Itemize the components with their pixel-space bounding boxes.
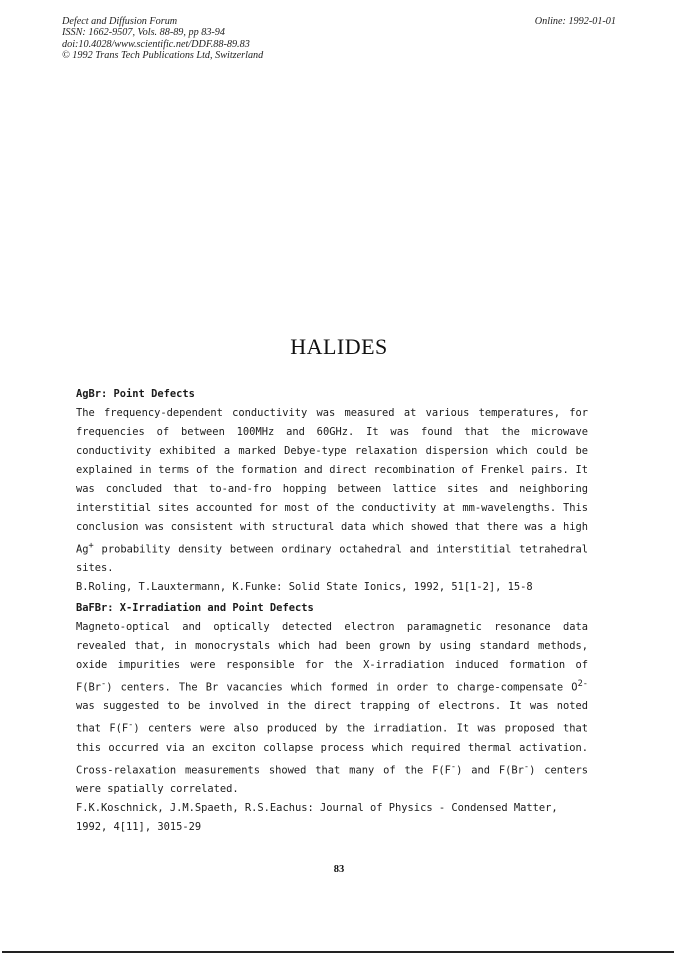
section-heading: BaFBr: X-Irradiation and Point Defects [76,602,314,614]
doi-line: doi:10.4028/www.scientific.net/DDF.88-89.83 [62,38,250,50]
superscript: + [88,541,94,551]
online-date: Online: 1992-01-01 [534,16,616,27]
section-bafbr [76,599,588,837]
reference: F.K.Koschnick, J.M.Spaeth, R.S.Eachus: Journal of Physics - Condensed Matter, 1992, 4[11], 3015-29 [76,802,558,834]
body-text-part: ) centers were spatially correlated. [76,764,588,796]
superscript: - [450,761,457,772]
copyright-line: © 1992 Trans Tech Publications Ltd, Switzerland [62,50,264,62]
page-title: HALIDES [290,334,388,359]
section-body [76,618,588,799]
superscript: - [128,720,134,731]
superscript: - [523,761,530,772]
superscript: - [101,679,107,689]
body-text-part: ) and F(Br [456,764,524,777]
body-text-part: probability density between ordinary octahedral and interstitial tetrahedral sites. [76,543,588,575]
issn-line: ISSN: 1662-9507, Vols. 88-89, pp 83-94 [62,27,225,39]
superscript: 2- [577,679,588,689]
journal-name: Defect and Diffusion Forum [62,16,178,27]
section-heading: AgBr: Point Defects [76,388,195,400]
body-text-part: was suggested to be involved in the direct trapping of electrons. It was noted that F(F [76,700,588,735]
section-body [76,404,588,578]
body-text-part: Magneto-optical and optically detected electron paramagnetic resonance data revealed that, in monocrystals which had been grown by using standard methods, oxide impurities were responsible for the X-irradiation induced formation of F(Br [76,621,588,694]
journal-header [62,16,263,62]
body-text-part: ) centers. The Br vacancies which formed in order to charge-compensate O [106,681,578,694]
page-number: 83 [333,864,345,875]
reference: B.Roling, T.Lauxtermann, K.Funke: Solid State Ionics, 1992, 51[1-2], 15-8 [76,581,533,594]
body-text-part: ) centers were also produced by the irradiation. It was proposed that this occurred via an exciton collapse process which required thermal activation. Cross-relaxation measurements showed that many of the F(F [76,722,588,777]
section-agbr [76,385,588,597]
body-text-part: The frequency-dependent conductivity was measured at various temperatures, for frequencies of between 100MHz and 60GHz. It was found that the microwave conductivity exhibited a marked Debye-type relaxation dispersion which could be explained in terms of the formation and direct recombination of Frenkel pairs. It was concluded that to-and-fro hopping between lattice sites and neighboring interstitial sites accounted for most of the conductivity at mm-wavelengths. This conclusion was consistent with structural data which showed that there was a high Ag [76,407,588,556]
footer-rule [2,951,674,953]
